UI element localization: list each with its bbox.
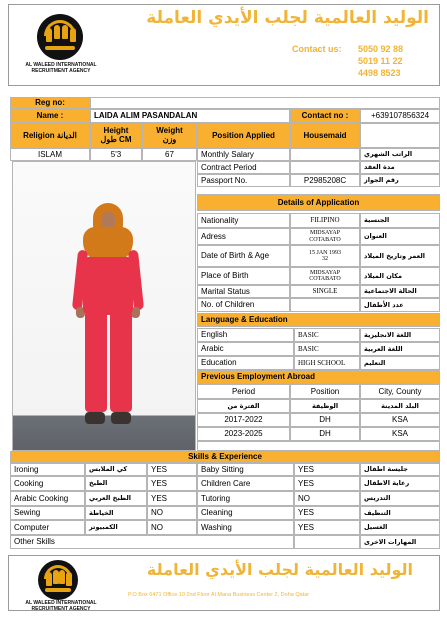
arabic-title: الوليد العالمية لجلب الأيدي العاملة — [146, 8, 429, 28]
education-ar: التعليم — [360, 356, 440, 370]
skill-babysitting-label: Baby Sitting — [197, 463, 294, 476]
phone-2: 5019 11 22 — [358, 56, 403, 66]
agency-name: AL WALEED INTERNATIONAL RECRUITMENT AGENCY — [25, 62, 97, 74]
birthplace-value: MIDSAYAP COTABATO — [290, 267, 360, 285]
contact-label: Contact us: — [292, 44, 342, 54]
emp-period-header: Period — [197, 384, 290, 399]
skill-childcare-value: YES — [294, 476, 360, 491]
address-label: Adress — [197, 228, 290, 245]
skill-arabic-cooking-value: YES — [147, 491, 197, 506]
emp-row-2-city: KSA — [360, 427, 440, 441]
footer-address: P.O Box 6471 Office 10 2nd Floor Al Mana Business Center 2, Doha Qatar — [128, 592, 310, 598]
skill-childcare-label: Children Care — [197, 476, 294, 491]
nationality-label: Nationality — [197, 213, 290, 228]
religion-label: Religion الديانة — [10, 123, 90, 148]
skill-cooking-ar: الطبخ — [85, 476, 147, 491]
skill-arabic-cooking-label: Arabic Cooking — [10, 491, 85, 506]
children-value — [290, 298, 360, 312]
birthplace-label: Place of Birth — [197, 267, 290, 285]
emp-position-header: Position — [290, 384, 360, 399]
skill-babysitting-ar: جليسة اطفال — [360, 463, 440, 476]
english-ar: اللغة الانجليزية — [360, 328, 440, 342]
skill-cleaning-label: Cleaning — [197, 506, 294, 520]
position-label: Position Applied — [197, 123, 290, 148]
passport-label: Passport No. — [197, 174, 290, 187]
emp-row-1-position: DH — [290, 413, 360, 427]
address-value: MIDSAYAP COTABATO — [290, 228, 360, 245]
agency-logo-icon — [37, 14, 83, 60]
language-title: Language & Education — [197, 313, 440, 327]
name-value: LAIDA ALIM PASANDALAN — [90, 109, 290, 123]
skill-sewing-value: NO — [147, 506, 197, 520]
emp-position-header-ar: الوظيفة — [290, 399, 360, 413]
skill-cleaning-value: YES — [294, 506, 360, 520]
other-skills-label: Other Skills — [10, 535, 294, 549]
name-label: Name : — [10, 109, 90, 123]
arabic-ar: اللغة العربية — [360, 342, 440, 356]
arabic-label: Arabic — [197, 342, 294, 356]
emp-city-header-ar: البلد المدينة — [360, 399, 440, 413]
english-value: BASIC — [294, 328, 360, 342]
employment-title: Previous Employment Abroad — [197, 370, 440, 384]
arabic-value: BASIC — [294, 342, 360, 356]
emp-row-2-period: 2023-2025 — [197, 427, 290, 441]
children-label: No. of Children — [197, 298, 290, 312]
skill-ironing-ar: كي الملابس — [85, 463, 147, 476]
dob-ar: العمر وتاريخ الميلاد — [360, 245, 440, 267]
footer-arabic-title: الوليد العالمية لجلب الأيدي العاملة — [146, 560, 413, 579]
height-label: Height طول CM — [90, 123, 142, 148]
skill-ironing-label: Ironing — [10, 463, 85, 476]
skill-sewing-label: Sewing — [10, 506, 85, 520]
skill-cooking-value: YES — [147, 476, 197, 491]
reg-value — [90, 97, 440, 109]
skill-computer-label: Computer — [10, 520, 85, 535]
skill-cooking-label: Cooking — [10, 476, 85, 491]
emp-row-1-period: 2017-2022 — [197, 413, 290, 427]
skill-tutoring-ar: التدريس — [360, 491, 440, 506]
other-skills-value — [294, 535, 360, 549]
position-spacer — [360, 123, 440, 148]
marital-value: SINGLE — [290, 285, 360, 298]
contract-period-ar: مدة العقد — [360, 161, 440, 174]
weight-value: 67 — [142, 148, 197, 161]
skill-cleaning-ar: التنظيف — [360, 506, 440, 520]
skill-arabic-cooking-ar: الطبخ العربي — [85, 491, 147, 506]
marital-ar: الحالة الاجتماعية — [360, 285, 440, 298]
weight-label: Weight وزن — [142, 123, 197, 148]
skill-childcare-ar: رعاية الاطفال — [360, 476, 440, 491]
footer-agency-name: AL WALEED INTERNATIONAL RECRUITMENT AGENCY — [25, 600, 97, 612]
phone-3: 4498 8523 — [358, 68, 401, 78]
dob-label: Date of Birth & Age — [197, 245, 290, 267]
footer-logo-icon — [38, 560, 78, 600]
emp-city-header: City, County — [360, 384, 440, 399]
skill-washing-label: Washing — [197, 520, 294, 535]
phone-1: 5050 92 88 — [358, 44, 404, 54]
details-title: Details of Application — [197, 194, 440, 211]
religion-value: ISLAM — [10, 148, 90, 161]
nationality-ar: الجنسية — [360, 213, 440, 228]
position-value: Housemaid — [290, 123, 360, 148]
contract-period-label: Contract Period — [197, 161, 290, 174]
passport-ar: رقم الجواز — [360, 174, 440, 187]
skill-tutoring-value: NO — [294, 491, 360, 506]
skill-babysitting-value: YES — [294, 463, 360, 476]
english-label: English — [197, 328, 294, 342]
nationality-value: FILIPINO — [290, 213, 360, 228]
marital-label: Marital Status — [197, 285, 290, 298]
salary-value — [290, 148, 360, 161]
skill-ironing-value: YES — [147, 463, 197, 476]
salary-label: Monthly Salary — [197, 148, 290, 161]
children-ar: عدد الأطفال — [360, 298, 440, 312]
birthplace-ar: مكان الميلاد — [360, 267, 440, 285]
skill-computer-value: NO — [147, 520, 197, 535]
skill-washing-value: YES — [294, 520, 360, 535]
emp-period-header-ar: الفترة من — [197, 399, 290, 413]
dob-value: 15 JAN 1993 32 — [290, 245, 360, 267]
contact-no-value: +639107856324 — [360, 109, 440, 123]
reg-label: Reg no: — [10, 97, 90, 109]
education-value: HIGH SCHOOL — [294, 356, 360, 370]
education-label: Education — [197, 356, 294, 370]
emp-row-2-position: DH — [290, 427, 360, 441]
skill-washing-ar: الغسيل — [360, 520, 440, 535]
skill-computer-ar: الكمبيوتر — [85, 520, 147, 535]
skills-title: Skills & Experience — [10, 451, 440, 463]
passport-value: P2985208C — [290, 174, 360, 187]
skill-sewing-ar: الخياطة — [85, 506, 147, 520]
contact-no-label: Contact no : — [290, 109, 360, 123]
skill-tutoring-label: Tutoring — [197, 491, 294, 506]
height-value: 5'3 — [90, 148, 142, 161]
applicant-photo — [12, 161, 196, 451]
contract-period-value — [290, 161, 360, 174]
other-skills-ar: المهارات الاخرى — [360, 535, 440, 549]
emp-row-1-city: KSA — [360, 413, 440, 427]
address-ar: العنوان — [360, 228, 440, 245]
salary-ar: الراتب الشهري — [360, 148, 440, 161]
emp-row-3 — [197, 441, 440, 451]
